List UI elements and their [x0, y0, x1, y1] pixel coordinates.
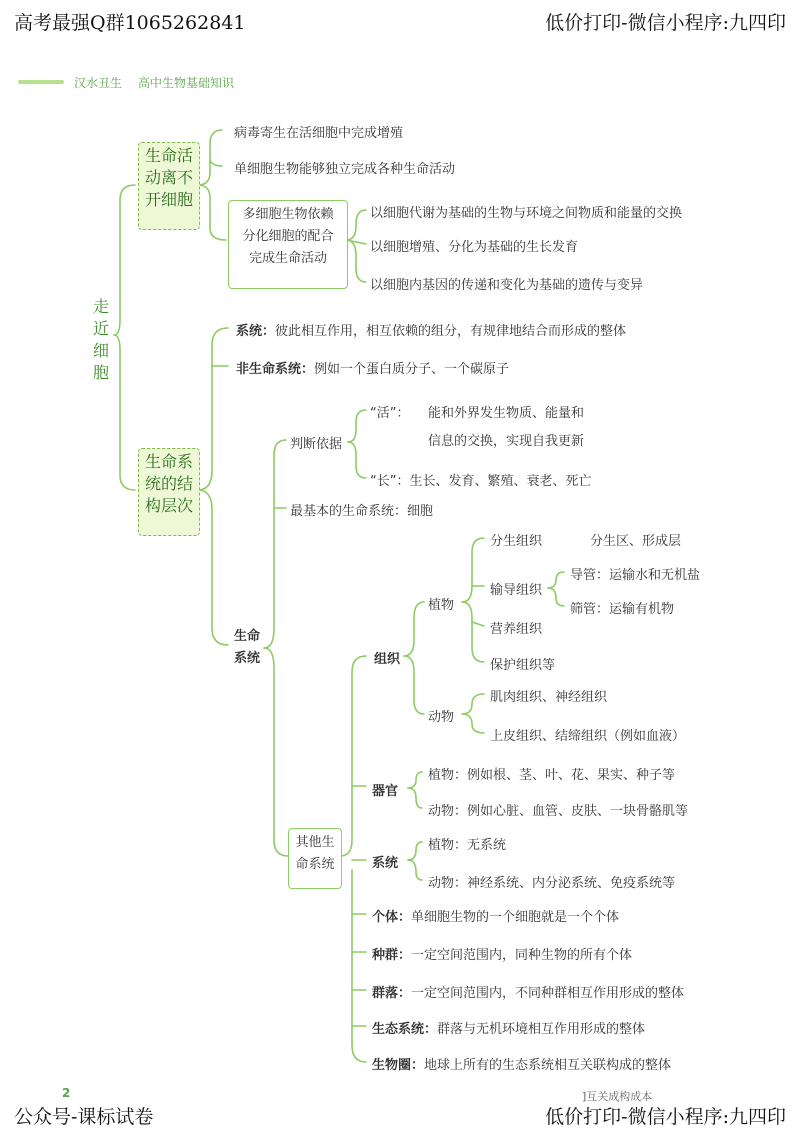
meristem: 分生组织 [490, 534, 543, 549]
level-individual [372, 906, 619, 925]
multi-item-growth: 以细胞增殖、分化为基础的生长发育 [370, 240, 579, 255]
publisher-label: 汉水丑生 [74, 76, 123, 90]
level-community-def: 一定空间范围内，不同种群相互作用形成的整体 [411, 986, 685, 1001]
system-definition [236, 320, 626, 339]
organ-animal: 动物：例如心脏、血管、皮肤、一块骨骼肌等 [428, 804, 689, 819]
branch1-line-3: 开细胞 [144, 190, 193, 209]
other-line-2: 命系统 [295, 857, 335, 872]
organ-label: 器官 [372, 784, 399, 799]
branch1-line-1: 生命活 [144, 146, 193, 165]
virus-item: 病毒寄生在活细胞中完成增殖 [234, 126, 404, 141]
multicellular-box [228, 200, 348, 289]
level-population-term: 种群： [372, 948, 412, 963]
nonlife-system [236, 358, 509, 377]
footer-left-text: 公众号-课标试卷 [14, 1106, 154, 1128]
system-term: 系统： [236, 324, 276, 339]
branch2-line-3: 构层次 [144, 496, 193, 515]
vessel: 导管：运输水和无机盐 [570, 568, 701, 583]
level-community-term: 群落： [372, 986, 412, 1001]
nonlife-term: 非生命系统： [236, 362, 315, 377]
level-ecosystem-term: 生态系统： [372, 1022, 438, 1037]
judge-label: 判断依据 [290, 437, 343, 452]
system-plant: 植物：无系统 [428, 838, 507, 853]
level-ecosystem [372, 1018, 645, 1037]
tissue-label: 组织 [374, 652, 401, 667]
animal-tissue-1: 肌肉组织、神经组织 [490, 690, 608, 705]
multi-line-1: 多细胞生物依赖 [242, 207, 334, 222]
life-system-line-2: 系统 [234, 651, 261, 666]
sieve-tube: 筛管：运输有机物 [570, 602, 675, 617]
header-left-text: 高考最强Q群1065262841 [14, 12, 246, 34]
level-population [372, 944, 632, 963]
root-label: 走近细胞 [92, 297, 109, 382]
root-node [90, 296, 112, 384]
nutritive-tissue: 营养组织 [490, 622, 543, 637]
huo-line-1: 能和外界发生物质、能量和 [428, 406, 585, 421]
huo-term: “活”： [370, 406, 410, 421]
level-individual-term: 个体： [372, 910, 412, 925]
nonlife-def: 例如一个蛋白质分子、一个碳原子 [314, 362, 510, 377]
branch1-line-2: 动离不 [144, 168, 193, 187]
multi-item-metabolism: 以细胞代谢为基础的生物与环境之间物质和能量的交换 [370, 206, 683, 221]
system-level-label: 系统 [372, 856, 399, 871]
multi-item-heredity: 以细胞内基因的传递和变化为基础的遗传与变异 [370, 278, 644, 293]
branch-life-activity-box [138, 142, 200, 230]
animal-tissue-2: 上皮组织、结缔组织（例如血液） [490, 729, 686, 744]
basic-system: 最基本的生命系统：细胞 [290, 504, 434, 519]
multi-line-2: 分化细胞的配合 [242, 229, 334, 244]
header-right-text: 低价打印-微信小程序:九四印 [545, 12, 786, 34]
level-biosphere-term: 生物圈： [372, 1058, 425, 1073]
document-subtitle: 高中生物基础知识 [138, 76, 235, 90]
page-number: 2 [62, 1086, 71, 1100]
protective-tissue: 保护组织等 [490, 658, 556, 673]
other-line-1: 其他生 [295, 835, 335, 850]
multi-line-3: 完成生命活动 [248, 251, 327, 266]
unicellular-item: 单细胞生物能够独立完成各种生命活动 [234, 162, 456, 177]
meristem-desc: 分生区、形成层 [590, 534, 682, 549]
level-individual-def: 单细胞生物的一个细胞就是一个个体 [411, 910, 620, 925]
zhang-term: “长”： [370, 474, 410, 489]
footer-right-text: 低价打印-微信小程序:九四印 [545, 1106, 786, 1128]
zhang-item [370, 470, 592, 489]
branch-structure-levels-box [138, 448, 200, 536]
level-community [372, 982, 684, 1001]
footer-fragment: ]互关成构成本 [582, 1090, 653, 1103]
animal-tissue-label: 动物 [428, 710, 455, 725]
plant-tissue-label: 植物 [428, 598, 455, 613]
conductive-tissue: 输导组织 [490, 583, 543, 598]
level-biosphere [372, 1054, 671, 1073]
huo-line-2: 信息的交换，实现自我更新 [428, 434, 585, 449]
system-animal: 动物：神经系统、内分泌系统、免疫系统等 [428, 876, 676, 891]
level-ecosystem-def: 群落与无机环境相互作用形成的整体 [437, 1022, 646, 1037]
branch2-line-2: 统的结 [144, 474, 193, 493]
branch2-line-1: 生命系 [144, 452, 193, 471]
level-population-def: 一定空间范围内，同种生物的所有个体 [411, 948, 633, 963]
system-def: 彼此相互作用，相互依赖的组分，有规律地结合而形成的整体 [275, 324, 627, 339]
level-biosphere-def: 地球上所有的生态系统相互关联构成的整体 [424, 1058, 672, 1073]
life-system-label [234, 626, 260, 670]
life-system-line-1: 生命 [234, 629, 261, 644]
other-systems-box [288, 828, 342, 889]
organ-plant: 植物：例如根、茎、叶、花、果实、种子等 [428, 768, 676, 783]
zhang-def: 生长、发育、繁殖、衰老、死亡 [409, 474, 592, 489]
